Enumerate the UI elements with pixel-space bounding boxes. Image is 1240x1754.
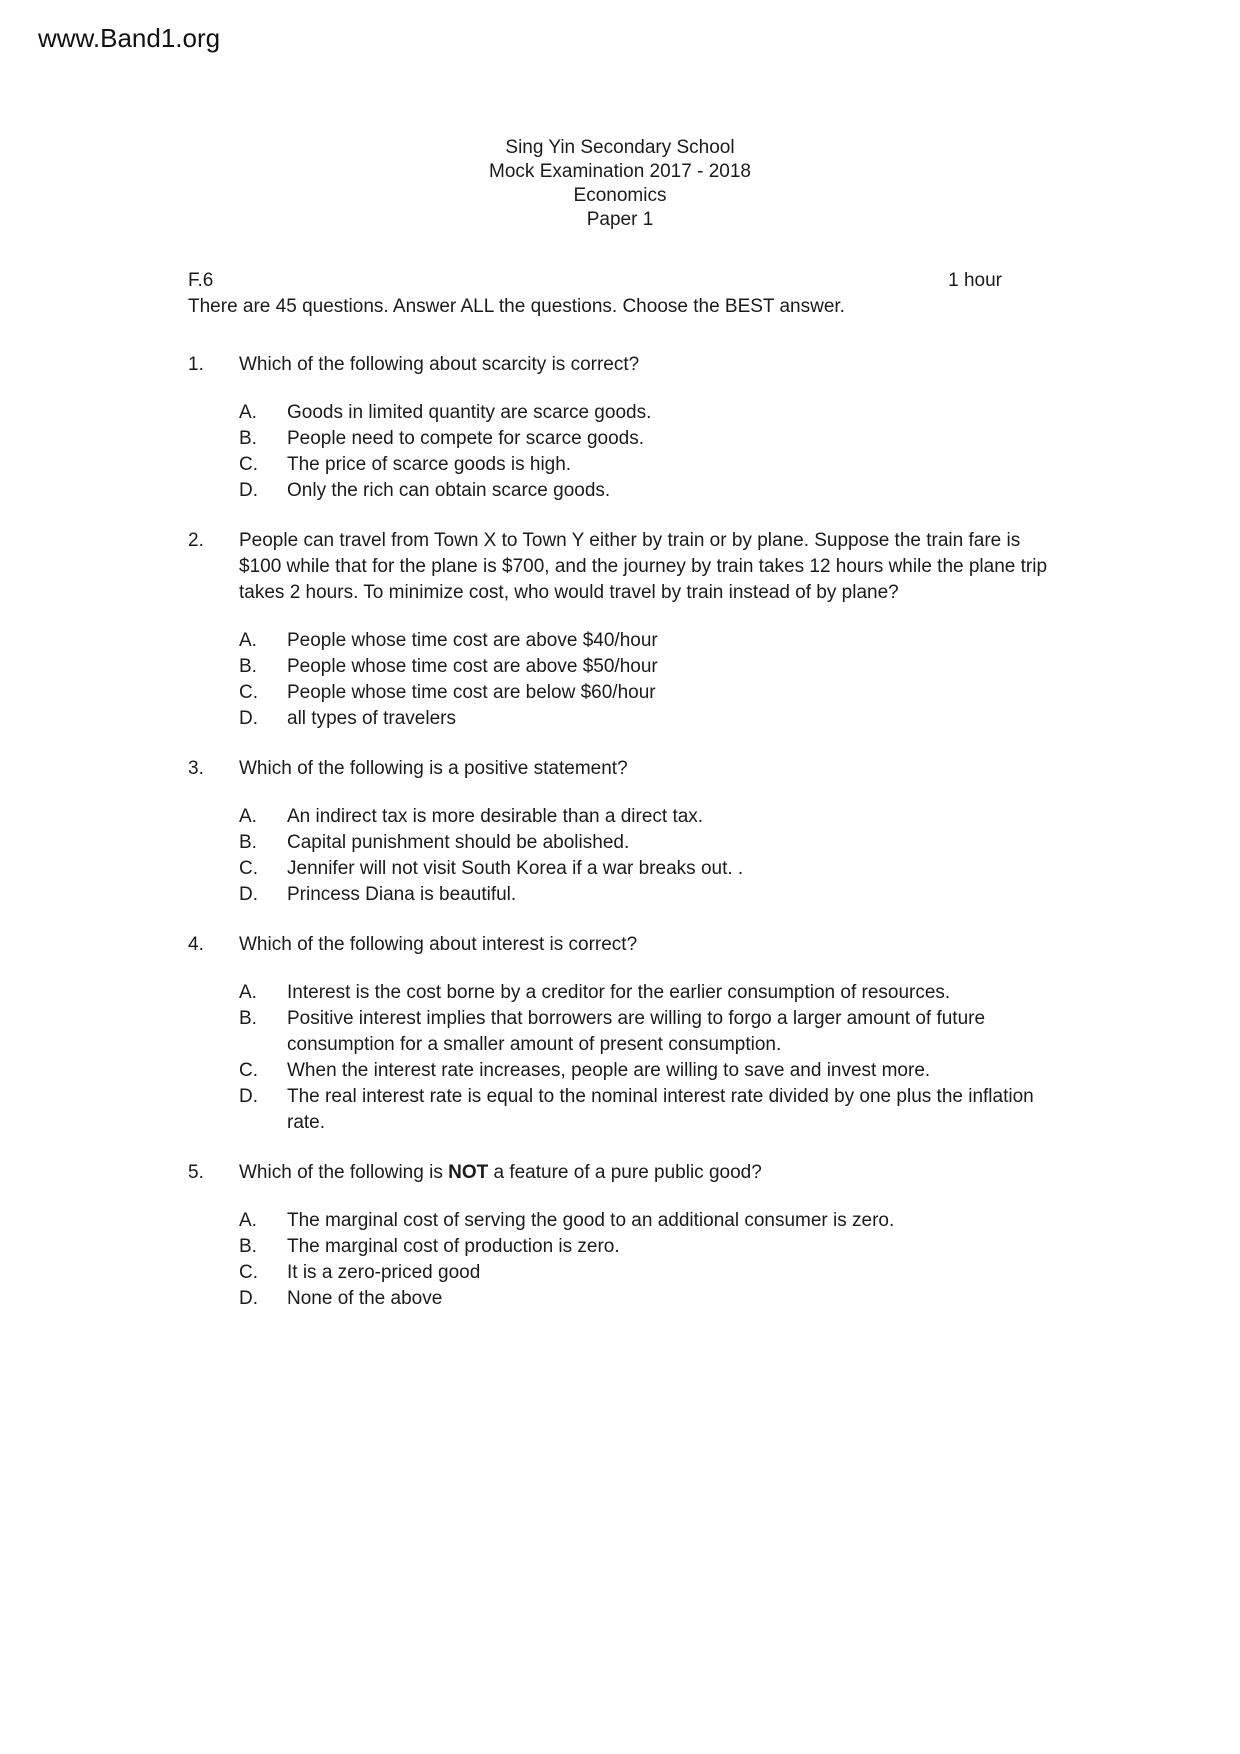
option-row [239,478,1052,504]
option-letter: B. [239,428,257,449]
exam-title: Mock Examination 2017 - 2018 [489,161,751,182]
option-row [239,1286,1052,1312]
option-text: People whose time cost are above $40/hour [287,630,658,651]
document-header [188,136,1052,232]
option-letter: C. [239,858,258,879]
option-text: People whose time cost are below $60/hour [287,682,656,703]
option-text: The marginal cost of serving the good to an additional consumer is zero. [287,1210,895,1231]
question-list [188,352,1052,1312]
exam-instructions: There are 45 questions. Answer ALL the questions. Choose the BEST answer. [188,296,845,317]
option-row [239,654,1052,680]
option-text: An indirect tax is more desirable than a direct tax. [287,806,704,827]
option-row [239,426,1052,452]
option-text: Interest is the cost borne by a creditor for the earlier consumption of resources. [287,982,951,1003]
option-list [239,400,1052,504]
question-number: 5. [188,1162,204,1183]
option-text: all types of travelers [287,708,456,729]
question-block [188,1160,1052,1312]
subject-name: Economics [573,185,667,206]
option-text: People whose time cost are above $50/hour [287,656,658,677]
option-row [239,804,1052,830]
option-letter: A. [239,806,257,827]
option-text: The real interest rate is equal to the nominal interest rate divided by one plus the inflation rate. [287,1086,1034,1133]
option-letter: C. [239,454,258,475]
option-letter: A. [239,630,257,651]
option-letter: D. [239,884,258,905]
option-letter: A. [239,1210,257,1231]
option-row [239,1084,1052,1136]
question-text: Which of the following is NOT a feature of a pure public good? [239,1162,762,1183]
option-list [239,804,1052,908]
option-text: Only the rich can obtain scarce goods. [287,480,611,501]
question-block [188,352,1052,504]
exam-duration: 1 hour [948,270,1002,291]
option-text: Princess Diana is beautiful. [287,884,517,905]
paper-number: Paper 1 [586,209,654,230]
question-body [239,1160,1052,1312]
form-level: F.6 [188,270,214,291]
option-letter: B. [239,656,257,677]
option-letter: D. [239,708,258,729]
question-body [239,352,1052,504]
option-list [239,980,1052,1136]
option-letter: B. [239,1008,257,1029]
option-letter: B. [239,1236,257,1257]
question-body [239,756,1052,908]
watermark-url: www.Band1.org [38,23,221,53]
option-letter: A. [239,982,257,1003]
option-letter: D. [239,1086,258,1107]
question-block [188,756,1052,908]
option-letter: D. [239,1288,258,1309]
option-row [239,1006,1052,1058]
option-row [239,1234,1052,1260]
question-number: 4. [188,934,204,955]
option-row [239,856,1052,882]
option-row [239,1058,1052,1084]
question-block [188,932,1052,1136]
option-row [239,400,1052,426]
option-letter: A. [239,402,257,423]
option-text: None of the above [287,1288,443,1309]
question-text: Which of the following about scarcity is correct? [239,354,640,375]
option-text: Positive interest implies that borrowers are willing to forgo a larger amount of future consumption for a smaller amount of present consumption. [287,1008,986,1055]
option-text: Capital punishment should be abolished. [287,832,630,853]
option-row [239,706,1052,732]
option-row [239,1260,1052,1286]
option-list [239,628,1052,732]
document-content [188,136,1052,1312]
option-row [239,830,1052,856]
option-letter: B. [239,832,257,853]
question-number: 3. [188,758,204,779]
school-name: Sing Yin Secondary School [505,137,735,158]
question-body [239,932,1052,1136]
option-text: People need to compete for scarce goods. [287,428,645,449]
question-block [188,528,1052,732]
option-text: The price of scarce goods is high. [287,454,572,475]
option-row [239,628,1052,654]
question-body [239,528,1052,732]
question-text: Which of the following about interest is correct? [239,934,638,955]
option-text: It is a zero-priced good [287,1262,481,1283]
option-row [239,882,1052,908]
option-letter: D. [239,480,258,501]
meta-row [188,268,1052,294]
option-text: When the interest rate increases, people are willing to save and invest more. [287,1060,931,1081]
option-row [239,680,1052,706]
option-text: The marginal cost of production is zero. [287,1236,620,1257]
option-row [239,1208,1052,1234]
question-text: People can travel from Town X to Town Y either by train or by plane. Suppose the train fare is $100 while that for the plane is $700, and the journey by train takes 12 hours while the plane trip takes 2 hours. To minimize cost, who would travel by train instead of by plane? [239,530,1048,603]
option-row [239,980,1052,1006]
option-letter: C. [239,1060,258,1081]
option-text: Jennifer will not visit South Korea if a war breaks out. . [287,858,744,879]
option-text: Goods in limited quantity are scarce goods. [287,402,652,423]
question-text: Which of the following is a positive statement? [239,758,628,779]
option-letter: C. [239,682,258,703]
option-list [239,1208,1052,1312]
question-number: 1. [188,354,204,375]
option-letter: C. [239,1262,258,1283]
question-number: 2. [188,530,204,551]
option-row [239,452,1052,478]
